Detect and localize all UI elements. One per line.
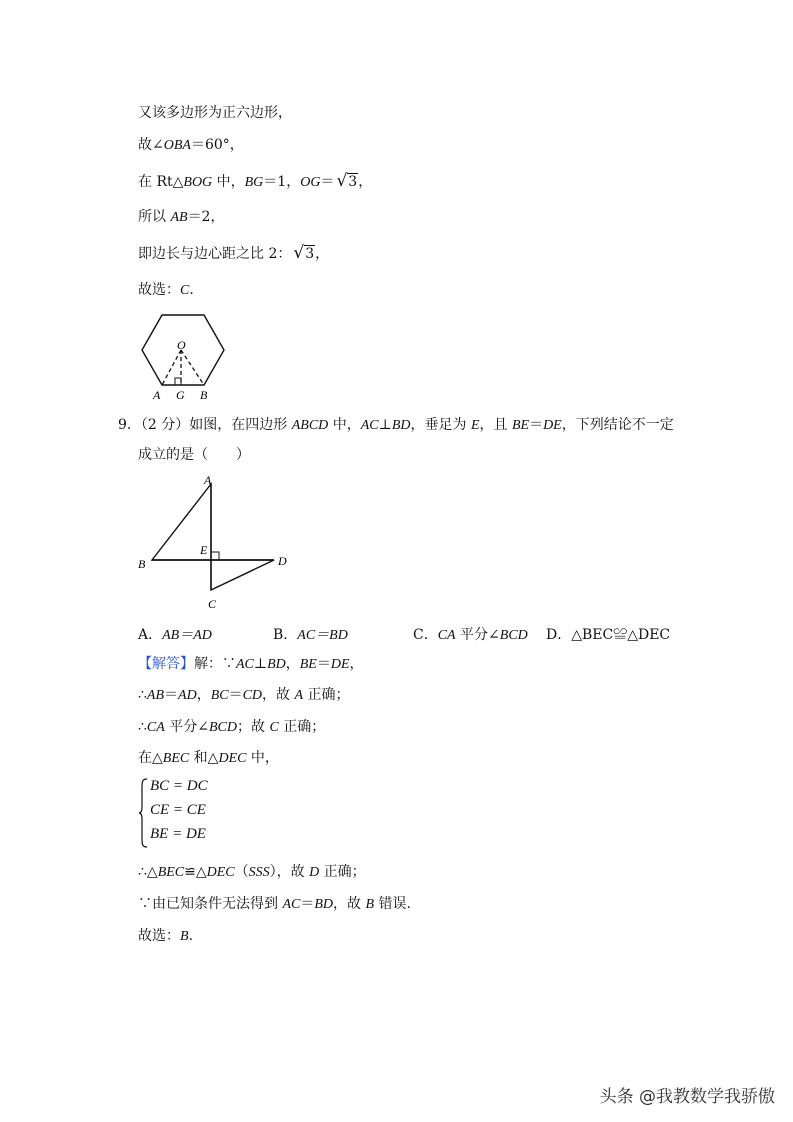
- text: 故∠: [138, 137, 164, 153]
- text: ，: [196, 687, 211, 703]
- label-e: E: [200, 543, 208, 557]
- text: 正确；: [278, 719, 326, 735]
- right-angle-mark: [211, 552, 219, 560]
- math-var: AC: [236, 657, 254, 672]
- answer-line-1: [138, 655, 364, 674]
- math-var: SSS: [248, 865, 270, 880]
- math-var: ABCD: [291, 418, 329, 433]
- option-a: [138, 624, 212, 644]
- math-var: BD: [314, 897, 334, 912]
- sqrt-radicand: 3: [348, 174, 358, 190]
- equation-2: CE = CE: [150, 802, 206, 818]
- label-d: D: [278, 554, 287, 568]
- text: 中，: [246, 750, 279, 766]
- text: ，: [349, 656, 364, 672]
- prev-line-5: [138, 244, 329, 263]
- math-var: BG: [244, 175, 264, 190]
- answer-line-4: [138, 749, 279, 768]
- text: 平分∠: [164, 719, 209, 735]
- question-9-stem-line2: [138, 446, 250, 464]
- text: ∴: [138, 687, 147, 703]
- math-var: B: [365, 897, 375, 912]
- text: ＝2，: [187, 209, 225, 225]
- label-b: B: [200, 388, 208, 402]
- math-var: BE: [299, 657, 317, 672]
- segment-oa: [162, 350, 181, 385]
- math-var: DE: [543, 418, 562, 433]
- segment-ob: [181, 350, 204, 385]
- left-brace: [138, 778, 148, 848]
- text: 正确；: [319, 864, 366, 880]
- option-c: [413, 624, 528, 644]
- prev-line-2: [138, 136, 244, 155]
- text: 中，: [212, 174, 245, 190]
- label-b: B: [138, 557, 146, 571]
- text: ＝: [228, 687, 243, 703]
- sqrt-expression: √3: [336, 171, 358, 191]
- math-var: CD: [242, 688, 263, 703]
- text: ∴: [138, 719, 147, 735]
- prev-line-1: [138, 104, 292, 122]
- answer-line-7: [138, 927, 193, 946]
- math-var: OG: [300, 175, 321, 190]
- math-var: BC: [210, 688, 229, 703]
- answer-line-3: [138, 718, 325, 737]
- math-var: BCD: [499, 628, 528, 643]
- text: 故选：: [138, 282, 180, 298]
- math-var: OBA: [163, 138, 191, 153]
- prev-line-3: [138, 172, 372, 192]
- text: ∴△: [138, 864, 158, 880]
- math-var: BEC: [157, 865, 185, 880]
- text: ，垂足为: [410, 417, 471, 433]
- hexagon-figure: [132, 308, 232, 404]
- prev-line-4: [138, 208, 224, 227]
- text: ，且: [479, 417, 512, 433]
- text: ；故: [237, 719, 270, 735]
- quadrilateral-figure: [134, 472, 294, 614]
- math-var: B: [180, 929, 189, 944]
- text: （: [234, 864, 249, 880]
- text: 在△: [138, 750, 163, 766]
- text: 错误.: [374, 896, 411, 912]
- text: .: [188, 928, 194, 944]
- math-var: DE: [330, 657, 350, 672]
- prev-line-6: [138, 281, 194, 300]
- equation-system: [138, 778, 258, 848]
- answer-line-5: [138, 863, 366, 882]
- text: （2 分）如图，在四边形: [140, 417, 292, 433]
- text: .: [189, 282, 194, 298]
- math-var: BEC: [162, 751, 190, 766]
- text: 解：∵: [194, 656, 236, 672]
- answer-line-6: [138, 895, 411, 914]
- math-var: C: [180, 283, 190, 298]
- text: ，: [315, 246, 330, 262]
- math-var: AB: [146, 688, 165, 703]
- watermark: 头条 @我教数学我骄傲: [599, 1087, 775, 1107]
- text: 所以: [138, 209, 171, 225]
- text: ，故: [333, 896, 366, 912]
- option-label: D．: [546, 627, 572, 643]
- math-var: DEC: [218, 751, 247, 766]
- math-var: A: [294, 688, 304, 703]
- label-o: O: [177, 338, 186, 352]
- text: ＝60°，: [190, 137, 244, 153]
- text: ＝1，: [263, 174, 301, 190]
- text: ＝: [320, 174, 335, 190]
- math-var: DEC: [206, 865, 235, 880]
- label-c: C: [208, 597, 217, 611]
- text: 即边长与边心距之比 2：: [138, 246, 292, 262]
- label-a: A: [204, 473, 212, 487]
- math-var: E: [470, 418, 480, 433]
- math-var: BD: [267, 657, 286, 672]
- text: 和△: [189, 750, 219, 766]
- math-var: AB: [170, 210, 188, 225]
- option-text: △BEC≌△DEC: [571, 627, 671, 643]
- answer-tag: 【解答】: [138, 656, 194, 672]
- text: 平分∠: [455, 627, 500, 643]
- math-var: AC: [282, 897, 301, 912]
- quadrilateral-outline: [152, 484, 274, 590]
- sqrt-expression: √3: [293, 243, 315, 263]
- option-text: AB＝AD: [162, 628, 212, 643]
- text: ），故: [269, 864, 310, 880]
- text: ⊥: [253, 656, 268, 672]
- text: ∵由已知条件无法得到: [138, 896, 283, 912]
- text: 正确；: [303, 687, 350, 703]
- text: ＝: [316, 656, 331, 672]
- text: 又该多边形为正六边形，: [138, 105, 292, 121]
- answer-line-2: [138, 686, 350, 705]
- text: 在 Rt△: [138, 174, 184, 190]
- text: ，故: [262, 687, 295, 703]
- text: ，: [358, 174, 373, 190]
- text: ＝: [529, 417, 544, 433]
- question-9-stem: [118, 416, 674, 435]
- math-var: AD: [178, 688, 197, 703]
- equation-3: BE = DE: [150, 826, 206, 842]
- text: ，: [285, 656, 300, 672]
- math-var: C: [269, 720, 279, 735]
- math-var: D: [309, 865, 320, 880]
- option-text: AC＝BD: [297, 628, 348, 643]
- option-b: [273, 624, 348, 644]
- text: 中，: [328, 417, 361, 433]
- sqrt-radicand: 3: [305, 246, 315, 262]
- math-var: AC: [360, 418, 379, 433]
- right-angle-mark: [175, 378, 181, 385]
- text: ⊥: [378, 417, 392, 433]
- math-var: BE: [511, 418, 530, 433]
- text: 成立的是（ ）: [138, 447, 250, 463]
- math-var: BD: [391, 418, 411, 433]
- text: ＝: [300, 896, 315, 912]
- option-label: A．: [138, 627, 163, 643]
- label-a: A: [153, 388, 161, 402]
- math-var: BOG: [183, 175, 213, 190]
- question-number: 9．: [118, 417, 141, 433]
- text: ，下列结论不一定: [561, 417, 674, 433]
- option-label: B．: [273, 627, 298, 643]
- option-label: C．: [413, 627, 438, 643]
- option-d: [546, 624, 670, 644]
- math-var: CA: [437, 628, 456, 643]
- label-g: G: [176, 388, 185, 402]
- math-var: BCD: [209, 720, 237, 735]
- math-var: CA: [146, 720, 165, 735]
- equation-1: BC = DC: [150, 778, 208, 794]
- text: 故选：: [138, 928, 180, 944]
- text: ＝: [164, 687, 179, 703]
- text: ≌△: [184, 864, 207, 880]
